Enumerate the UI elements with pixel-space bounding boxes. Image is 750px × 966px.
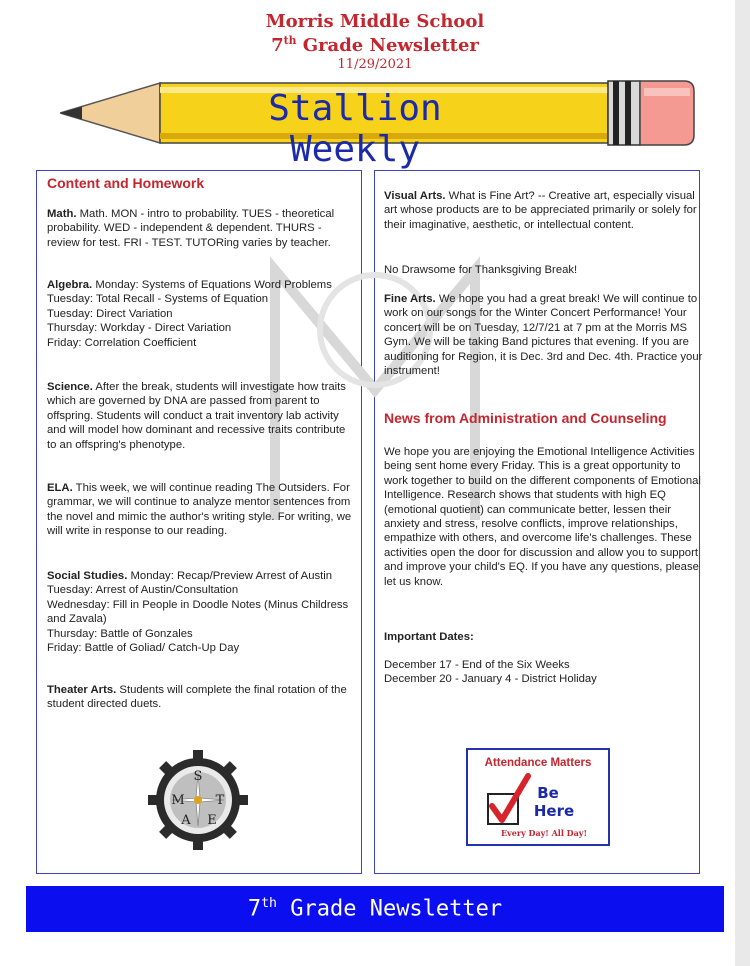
logo-letter-a: A <box>181 813 191 828</box>
attendance-title: Attendance Matters <box>484 757 592 769</box>
page-edge-shade <box>735 0 750 966</box>
visual-arts-section: Visual Arts. What is Fine Art? -- Creative art, especially visual art whose products are to be appreciated primarily or solely for their imaginative, aesthetic, or intellectual content. <box>384 190 697 231</box>
algebra-section: Algebra. Monday: Systems of Equations Word Problems Tuesday: Total Recall - Systems of Equation Tuesday: Direct Variation Thursday: Workday - Direct Variation Friday: Correlation Coefficient <box>47 279 332 349</box>
newsletter-title: 7th Grade Newsletter <box>271 34 479 56</box>
banner-title: Stallion Weekly <box>268 88 442 170</box>
be-text: Be <box>537 784 559 802</box>
footer-bar <box>26 886 724 932</box>
logo-letter-e: E <box>207 813 217 828</box>
important-dates-list: December 17 - End of the Six Weeks December 20 - January 4 - District Holiday <box>384 659 597 686</box>
newsletter-date: 11/29/2021 <box>337 57 413 72</box>
admin-counseling-text: We hope you are enjoying the Emotional Intelligence Activities being sent home every Friday. This is a great opportunity to work together to build on the different components of Emotional Intelligence. Research shows that students with high EQ (emotional quotient) can communicate better, lessen their anxiety and stress, resolve conflicts, improve relationships, empathize with others, and overcome life's challenges. These activities open the door for discussion and allow you to support and improve your child's EQ. If you have any questions, please let us know. <box>384 446 701 588</box>
logo-letter-m: M <box>171 793 185 808</box>
theater-section: Theater Arts. Students will complete the final rotation of the student directed duets. <box>47 684 347 711</box>
math-section: Math. Math. MON - intro to probability. TUES - theoretical probability. WED - independent & dependent. THURS - review for test. FRI - TEST. TUTORing varies by teacher. <box>47 208 335 249</box>
ela-section: ELA. This week, we will continue reading The Outsiders. For grammar, we will continue to analyze mentor sentences from the novel and mimic the author's writing style. For writing, we will write in response to our reading. <box>47 482 352 538</box>
logo-letter-s: S <box>193 769 203 784</box>
every-day-text: Every Day! All Day! <box>501 828 587 838</box>
school-name: Morris Middle School <box>265 11 485 32</box>
attendance-matters-badge <box>466 748 610 846</box>
logo-letter-t: T <box>215 793 225 808</box>
important-dates-heading: Important Dates: <box>384 631 474 643</box>
steam-gear-logo <box>148 750 248 850</box>
drawsome-note: No Drawsome for Thanksgiving Break! <box>384 264 578 276</box>
attendance-graphic <box>468 750 608 844</box>
here-text: Here <box>533 802 575 820</box>
fine-arts-section: Fine Arts. We hope you had a great break! We will continue to work on our songs for the Winter Concert Performance! Your concert will be on Tuesday, 12/7/21 at 7 pm at the Morris MS Gym. We will be taking Band pictures that evening. If you are auditioning for Region, it is Dec. 3rd and Dec. 4th. Practice your instrument! <box>384 293 703 378</box>
footer-title: 7th Grade Newsletter <box>247 896 503 922</box>
content-homework-heading: Content and Homework <box>47 175 205 191</box>
admin-counseling-heading: News from Administration and Counseling <box>384 410 667 426</box>
social-studies-section: Social Studies. Monday: Recap/Preview Arrest of Austin Tuesday: Arrest of Austin/Consultation Wednesday: Fill in People in Doodle Notes (Minus Childress and Zavala) Thursday: Battle of Gonzales Friday: Battle of Goliad/ Catch-Up Day <box>47 570 349 655</box>
science-section: Science. After the break, students will investigate how traits which are governed by DNA are passed from parent to offspring. Students will conduct a trait inventory lab activity and will model how dominant and recessive traits contribute to an offspring's phenotype. <box>47 381 346 451</box>
